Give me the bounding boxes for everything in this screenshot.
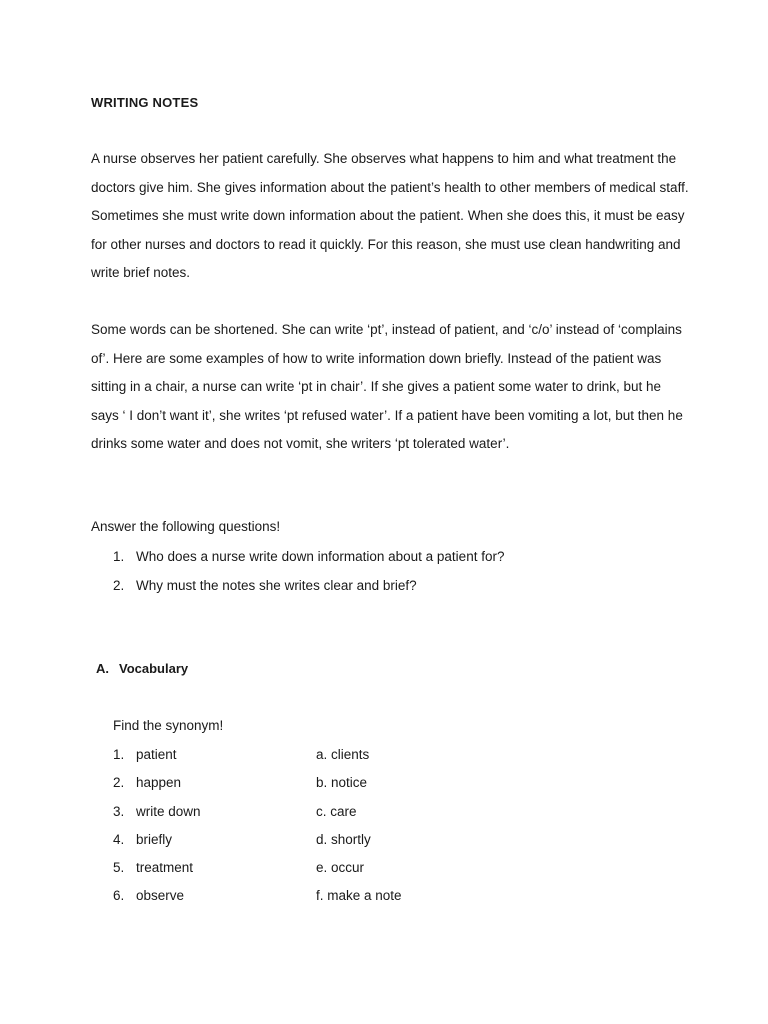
vocab-synonym: c. care [316,803,357,819]
vocab-synonym: e. occur [316,860,365,876]
vocab-term: observe [136,888,185,904]
vocab-synonym: f. make a note [316,888,402,904]
vocab-instruction: Find the synonym! [113,718,224,733]
vocab-term: briefly [136,831,173,847]
question-list [113,543,504,600]
question-text: Who does a nurse write down information about a patient for? [136,549,505,564]
vocab-number: 4. [113,831,125,847]
vocab-row [113,826,402,854]
vocab-number: 5. [113,860,125,876]
section-letter: A. [96,661,109,676]
vocab-synonym: b. notice [316,775,368,791]
section-title: Vocabulary [119,661,189,676]
page-title: WRITING NOTES [91,95,199,110]
vocab-synonym: a. clients [316,747,370,762]
section-heading-vocabulary [96,661,188,676]
vocab-row [113,882,402,910]
question-text: Why must the notes she writes clear and brief? [136,577,417,593]
vocab-row [113,798,402,826]
question-number: 2. [113,577,125,593]
vocab-row [113,769,402,797]
paragraph-abbreviations: Some words can be shortened. She can write ‘pt’, instead of patient, and ‘c/o’ instead of ‘complains of’. Here are some examples of how to write information down briefly. Instead of the patient was sitting in a chair, a nurse can write ‘pt in chair’. If she gives a patient some water to drink, but he says ‘ I don’t want it’, she writes ‘pt refused water’. If a patient have been vomiting a lot, but then he drinks some water and does not vomit, she writers ‘pt tolerated water’. [91,322,683,451]
vocab-number: 1. [113,747,125,762]
vocab-number: 6. [113,888,125,904]
vocab-list [113,741,402,911]
vocab-row [113,741,402,769]
vocab-term: write down [136,803,201,819]
vocab-number: 3. [113,803,125,819]
vocab-number: 2. [113,775,125,791]
question-item [113,543,504,572]
questions-instruction: Answer the following questions! [91,519,281,534]
vocab-synonym: d. shortly [316,831,371,847]
vocab-term: happen [136,775,182,791]
vocab-row [113,854,402,882]
paragraph-intro: A nurse observes her patient carefully. She observes what happens to him and what treatment the doctors give him. She gives information about the patient’s health to other members of medical staff. Sometimes she must write down information about the patient. When she does this, it must be easy for other nurses and doctors to read it quickly. For this reason, she must use clean handwriting and write brief notes. [91,151,689,280]
vocab-term: treatment [136,860,194,876]
question-item [113,572,504,601]
question-number: 1. [113,549,125,564]
vocab-term: patient [136,747,177,762]
